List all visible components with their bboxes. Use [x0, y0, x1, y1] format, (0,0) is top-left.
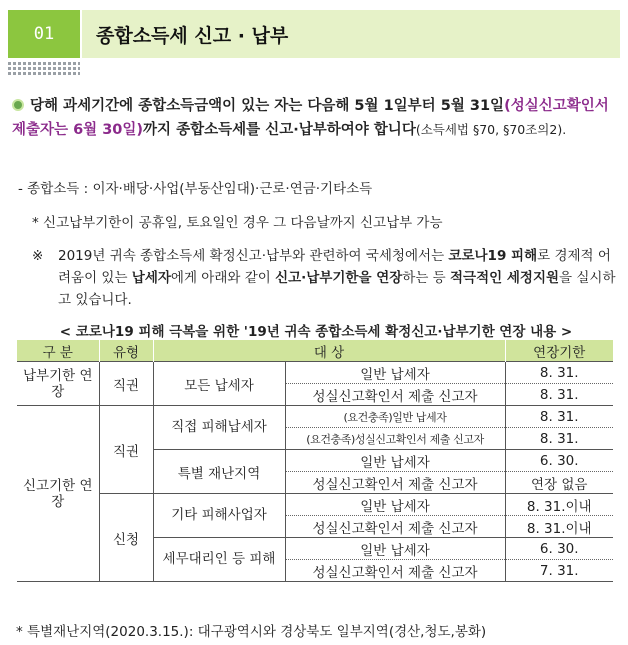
table-row: (요건충족)성실신고확인서 제출 신고자 8. 31. [17, 428, 613, 450]
notice-block [32, 245, 620, 311]
header-deadline: 연장기한 [505, 340, 613, 362]
intro-text-2: (성실신고확인서 제출자는 6월 30일) [12, 98, 609, 138]
notice-mark: ※ [32, 248, 44, 264]
table-title: < 코로나19 피해 극복을 위한 '19년 귀속 종합소득세 확정신고·납부기한 연장 내용 > [59, 324, 573, 340]
table-row: 납부기한 연장 직권 모든 납세자 일반 납세자 8. 31. [17, 362, 613, 384]
extension-table [17, 340, 613, 582]
table-row: 성실신고확인서 제출 신고자 연장 없음 [17, 472, 613, 494]
section-number: 01 [8, 10, 80, 58]
bullet-icon [12, 99, 24, 111]
table-row: 신청 기타 피해사업자 일반 납세자 8. 31.이내 [17, 494, 613, 516]
decorative-dots [8, 60, 80, 76]
table-row: 성실신고확인서 제출 신고자 8. 31. [17, 384, 613, 406]
header-category: 구 분 [17, 340, 99, 362]
income-types: - 종합소득 : 이자·배당·사업(부동산임대)·근로·연금·기타소득 [18, 181, 373, 197]
deadline-note: * 신고납부기한이 공휴일, 토요일인 경우 그 다음날까지 신고납부 가능 [32, 215, 443, 231]
table-row: 성실신고확인서 제출 신고자 7. 31. [17, 560, 613, 582]
table-row: 신고기한 연장 직권 직접 피해납세자 (요건충족)일반 납세자 8. 31. [17, 406, 613, 428]
header-target: 대 상 [153, 340, 505, 362]
footnote: * 특별재난지역(2020.3.15.): 대구광역시와 경상북도 일부지역(경산,청도,봉화) [16, 624, 487, 640]
section-title: 종합소득세 신고 · 납부 [82, 10, 620, 58]
section-header [8, 10, 620, 58]
header-type: 유형 [99, 340, 153, 362]
intro-text-1: 당해 과세기간에 종합소득금액이 있는 자는 다음해 5월 1일부터 5월 31일 [30, 98, 505, 114]
table-row: 특별 재난지역 일반 납세자 6. 30. [17, 450, 613, 472]
notice-text: 2019년 귀속 종합소득세 확정신고·납부와 관련하여 국세청에서는 코로나19 피해로 경제적 어려움이 있는 납세자에게 아래와 같이 신고·납부기한을 연장하는 등 적극적인 세정지원을 실시하고 있습니다. [58, 248, 616, 308]
table-header-row [17, 340, 613, 362]
intro-ref: (소득세법 §70, §70조의2). [415, 122, 567, 137]
intro-text-3: 까지 종합소득세를 신고·납부하여야 합니다 [143, 122, 416, 138]
intro-paragraph [12, 94, 618, 142]
table-row: 성실신고확인서 제출 신고자 8. 31.이내 [17, 516, 613, 538]
table-row: 세무대리인 등 피해 일반 납세자 6. 30. [17, 538, 613, 560]
